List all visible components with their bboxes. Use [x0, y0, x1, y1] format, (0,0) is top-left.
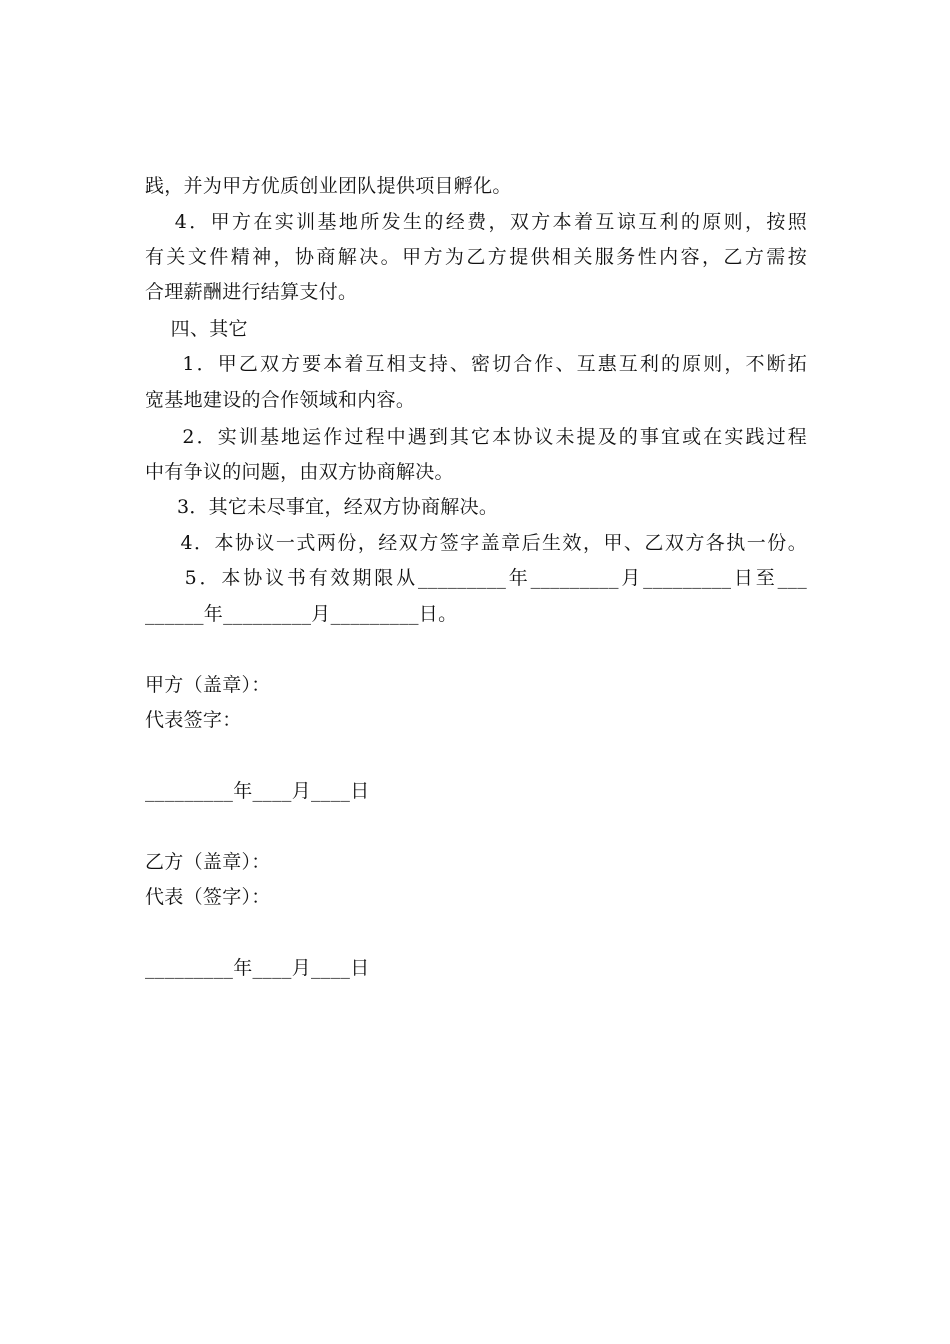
party-a-date: _________年____月____日 [145, 780, 370, 802]
clause-4-2-line-2: 中有争议的问题，由双方协商解决。 [145, 461, 454, 483]
clause-4-1-line-1: 1．甲乙双方要本着互相支持、密切合作、互惠互利的原则，不断拓 [145, 353, 807, 375]
party-a-representative: 代表签字： [145, 709, 242, 731]
clause-4-5-line-1: 5．本协议书有效期限从_________年_________月_________日至___ [145, 567, 807, 589]
clause-3-tail: 践，并为甲方优质创业团队提供项目孵化。 [145, 175, 512, 197]
section-4-heading: 四、其它 [145, 318, 248, 340]
party-b-date: _________年____月____日 [145, 957, 370, 979]
clause-3-4-line-2: 有关文件精神，协商解决。甲方为乙方提供相关服务性内容，乙方需按 [145, 246, 807, 268]
party-b-representative: 代表（签字）： [145, 886, 271, 908]
clause-4-5-line-2: ______年_________月_________日。 [145, 603, 458, 625]
party-a-seal: 甲方（盖章）： [145, 674, 271, 696]
clause-3-4-line-3: 合理薪酬进行结算支付。 [145, 281, 358, 303]
clause-3-4-line-1: 4．甲方在实训基地所发生的经费，双方本着互谅互利的原则，按照 [145, 211, 807, 233]
clause-4-4: 4．本协议一式两份，经双方签字盖章后生效，甲、乙双方各执一份。 [145, 532, 807, 554]
clause-4-2-line-1: 2．实训基地运作过程中遇到其它本协议未提及的事宜或在实践过程 [145, 426, 807, 448]
clause-4-3: 3．其它未尽事宜，经双方协商解决。 [145, 496, 499, 518]
clause-4-1-line-2: 宽基地建设的合作领域和内容。 [145, 389, 416, 411]
party-b-seal: 乙方（盖章）： [145, 851, 271, 873]
